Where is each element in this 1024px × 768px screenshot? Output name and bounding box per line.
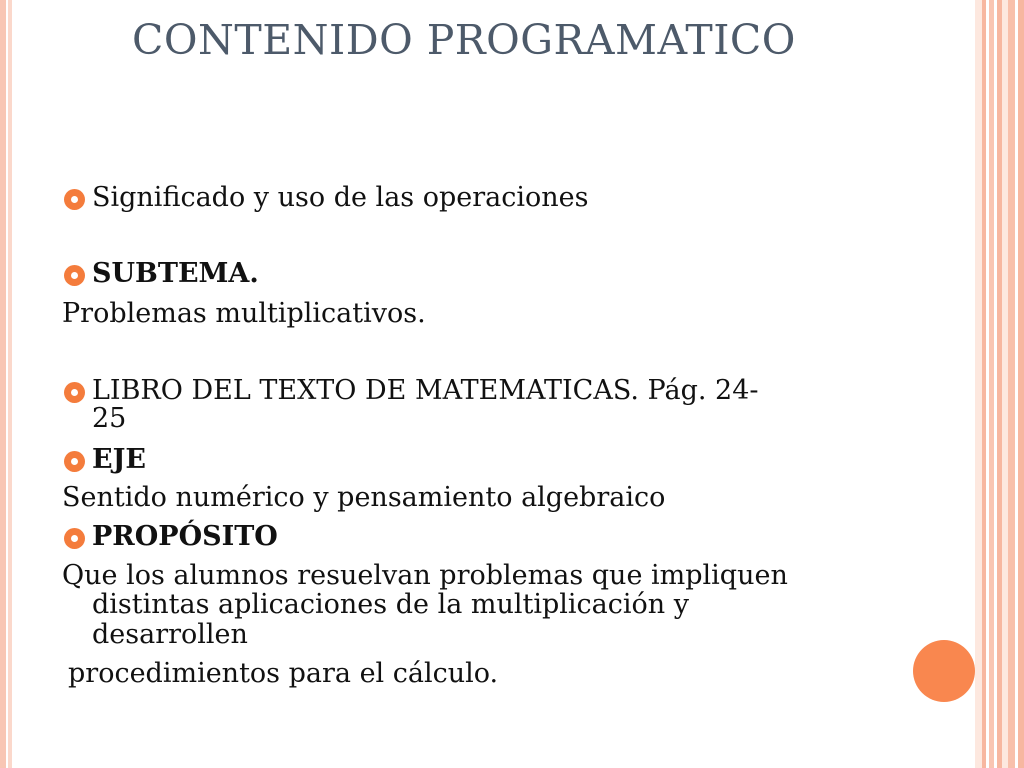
eje-label: EJE — [92, 444, 146, 475]
slide-title: CONTENIDO PROGRAMATICO — [132, 16, 796, 64]
left-frame-decoration — [0, 0, 12, 768]
bullet-icon — [64, 528, 85, 549]
right-frame-decoration — [975, 0, 1024, 768]
proposito-line-2: distintas aplicaciones de la multiplicación y — [92, 589, 690, 620]
bullet-icon — [64, 382, 85, 403]
bullet-icon — [64, 189, 85, 210]
bullet-icon — [64, 265, 85, 286]
subtema-value: Problemas multiplicativos. — [62, 298, 426, 329]
proposito-line-1: Que los alumnos resuelvan problemas que impliquen — [62, 560, 788, 591]
libro-line-2: 25 — [92, 403, 127, 434]
bullet-icon — [64, 451, 85, 472]
proposito-label: PROPÓSITO — [92, 521, 278, 552]
proposito-line-4: procedimientos para el cálculo. — [68, 658, 499, 689]
item-significado: Significado y uso de las operaciones — [92, 182, 589, 213]
proposito-line-3: desarrollen — [92, 619, 248, 650]
orange-circle-decoration — [913, 640, 975, 702]
libro-line-1: LIBRO DEL TEXTO DE MATEMATICAS. Pág. 24- — [92, 375, 759, 406]
subtema-label: SUBTEMA. — [92, 258, 259, 289]
eje-value: Sentido numérico y pensamiento algebraico — [62, 482, 666, 513]
